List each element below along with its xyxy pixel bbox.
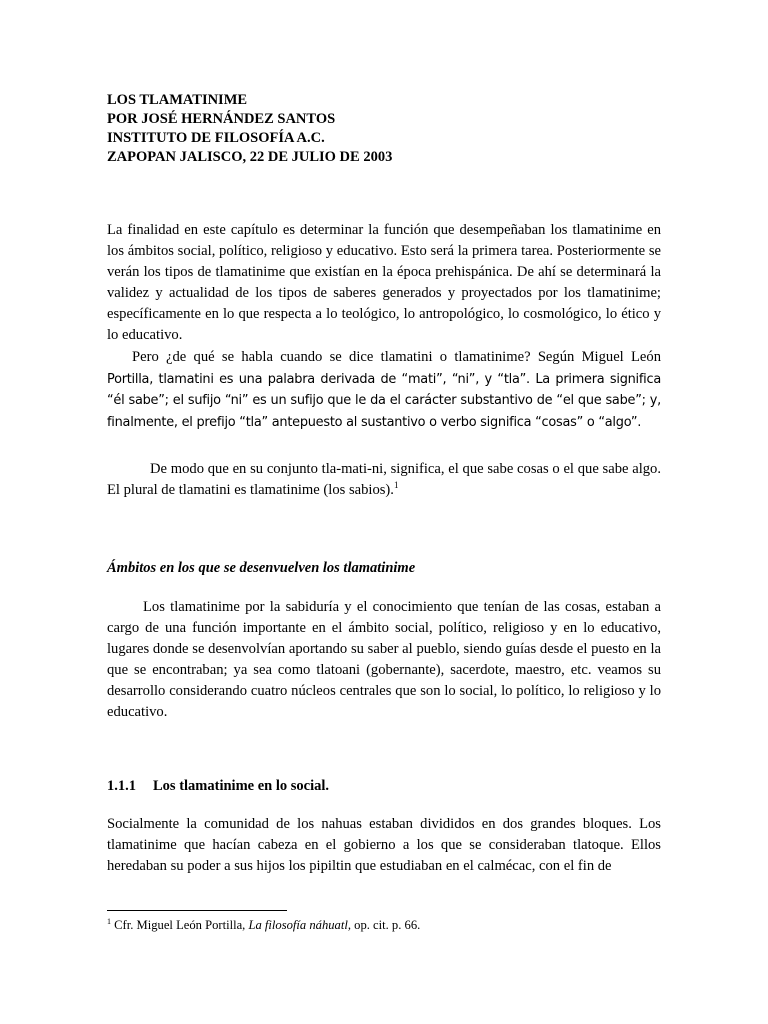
footnote-book-title: La filosofía náhuatl, xyxy=(248,918,351,932)
subsection-number: 1.1.1 xyxy=(107,778,136,794)
footnote-number: 1 xyxy=(107,917,111,926)
definition-paragraph-body: Portilla, tlamatini es una palabra derivada de “mati”, “ni”, y “tla”. La primera significa “él sabe”; el sufijo “ni” es un sufijo que le da el carácter substantivo de “el que sabe”; y, finalmente, el prefijo “tla” antepuesto al sustantivo o verbo significa “cosas” o “algo”. xyxy=(107,371,661,430)
functions-paragraph-text: Los tlamatinime por la sabiduría y el conocimiento que tenían de las cosas, estaban a cargo de una función importante en el ámbito social, político, religioso y en lo educativo, lugares donde se desenvolvían aportando su saber al pueblo, siendo guías desde el puesto en la que se encontraban; ya sea como tlatoani (gobernante), sacerdote, maestro, etc. veamos su desarrollo considerando cuatro núcleos centrales que son lo social, lo político, lo religioso y lo educativo. xyxy=(107,599,661,720)
footnote-reference[interactable]: 1 xyxy=(393,480,399,490)
subsection-heading xyxy=(107,776,329,796)
social-paragraph: Socialmente la comunidad de los nahuas estaban divididos en dos grandes bloques. Los tlamatinime que hacían cabeza en el gobierno a los que se consideraban tlatoque. Ellos heredaban su poder a sus hijos los pipiltin que estudiaban en el calmécac, con el fin de xyxy=(107,816,661,874)
footnote xyxy=(107,916,420,934)
functions-paragraph xyxy=(107,597,661,723)
footnote-suffix: op. cit. p. 66. xyxy=(351,918,421,932)
definition-paragraph-lead: Pero ¿de qué se habla cuando se dice tlamatini o tlamatinime? Según Miguel León xyxy=(132,349,661,365)
place-date-line: ZAPOPAN JALISCO, 22 DE JULIO DE 2003 xyxy=(107,149,393,165)
author-line: POR JOSÉ HERNÁNDEZ SANTOS xyxy=(107,111,336,127)
intro-paragraph: La finalidad en este capítulo es determinar la función que desempeñaban los tlamatinime en los ámbitos social, político, religioso y educativo. Esto será la primera tarea. Posteriormente se verán los tipos de tlamatinime que existían en la época prehispánica. De ahí se determinará la validez y actualidad de los tipos de saberes generados y proyectados por los tlamatinime; específicamente en lo que respecta a lo teológico, lo antropológico, lo cosmológico, lo ético y lo educativo. xyxy=(107,222,661,343)
document-header xyxy=(107,91,667,167)
definition-paragraph xyxy=(107,347,661,433)
plural-paragraph-text: De modo que en su conjunto tla-mati-ni, significa, el que sabe cosas o el que sabe algo. El plural de tlamatini es tlamatinime (los sabios). xyxy=(107,461,661,498)
subsection-title: Los tlamatinime en lo social. xyxy=(153,778,330,794)
document-title: LOS TLAMATINIME xyxy=(107,92,248,108)
institution-line: INSTITUTO DE FILOSOFÍA A.C. xyxy=(107,130,325,146)
plural-paragraph xyxy=(107,459,661,501)
footnote-prefix: Cfr. Miguel León Portilla, xyxy=(114,918,249,932)
section-heading: Ámbitos en los que se desenvuelven los tlamatinime xyxy=(107,560,416,576)
footnote-divider xyxy=(107,910,287,911)
